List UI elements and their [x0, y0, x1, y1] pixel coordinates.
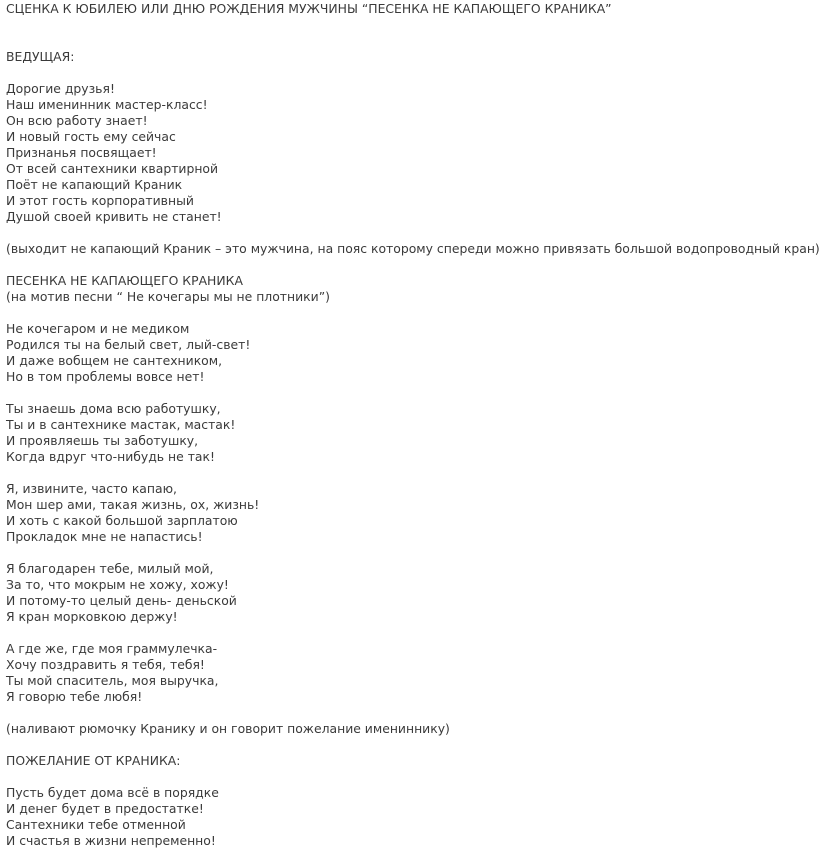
spacer	[6, 225, 822, 241]
poem-line: От всей сантехники квартирной	[6, 161, 219, 176]
poem-line: Ты и в сантехнике мастак, мастак!	[6, 417, 236, 432]
spacer	[6, 545, 822, 561]
spacer	[6, 65, 822, 81]
poem-line: Мон шер ами, такая жизнь, ох, жизнь!	[6, 497, 260, 512]
poem-line: И потому-то целый день- деньской	[6, 593, 237, 608]
poem-line: Он всю работу знает!	[6, 113, 148, 128]
poem-line: Наш именинник мастер-класс!	[6, 97, 208, 112]
poem-line: Но в том проблемы вовсе нет!	[6, 369, 205, 384]
intro-stanza	[6, 81, 822, 225]
poem-line: И проявляешь ты заботушку,	[6, 433, 199, 448]
poem-line: Я говорю тебе любя!	[6, 689, 143, 704]
verse	[6, 561, 822, 625]
spacer	[6, 705, 822, 721]
poem-line: Пусть будет дома всё в порядке	[6, 785, 219, 800]
poem-line: А где же, где моя граммулечка-	[6, 641, 218, 656]
verse	[6, 641, 822, 705]
poem-line: Хочу поздравить я тебя, тебя!	[6, 657, 205, 672]
verse	[6, 401, 822, 465]
poem-line: Родился ты на белый свет, лый-свет!	[6, 337, 251, 352]
stage-direction: (наливают рюмочку Кранику и он говорит пожелание имениннику)	[6, 721, 450, 736]
host-label: ВЕДУЩАЯ:	[6, 49, 75, 64]
spacer	[6, 737, 822, 753]
spacer	[6, 17, 822, 49]
spacer	[6, 769, 822, 785]
spacer	[6, 257, 822, 273]
verse	[6, 481, 822, 545]
poem-line: Прокладок мне не напастись!	[6, 529, 203, 544]
poem-line: И новый гость ему сейчас	[6, 129, 176, 144]
poem-line: Когда вдруг что-нибудь не так!	[6, 449, 215, 464]
poem-line: И счастья в жизни непременно!	[6, 833, 216, 848]
spacer	[6, 465, 822, 481]
poem-line: За то, что мокрым не хожу, хожу!	[6, 577, 229, 592]
poem-line: И хоть с какой большой зарплатою	[6, 513, 238, 528]
wish-title: ПОЖЕЛАНИЕ ОТ КРАНИКА:	[6, 753, 181, 768]
poem-line: Ты мой спаситель, моя выручка,	[6, 673, 219, 688]
poem-line: И денег будет в предостатке!	[6, 801, 204, 816]
document-body	[6, 0, 822, 849]
verse	[6, 321, 822, 385]
stage-direction: (выходит не капающий Краник – это мужчина, на пояс которому спереди можно привязать большой водопроводный кран)	[6, 241, 820, 256]
poem-line: Признанья посвящает!	[6, 145, 157, 160]
poem-line: Сантехники тебе отменной	[6, 817, 186, 832]
wish-stanza	[6, 785, 822, 849]
poem-line: Я кран морковкою держу!	[6, 609, 178, 624]
poem-line: Душой своей кривить не станет!	[6, 209, 222, 224]
poem-line: Не кочегаром и не медиком	[6, 321, 190, 336]
spacer	[6, 385, 822, 401]
poem-line: И этот гость корпоративный	[6, 193, 194, 208]
song-subtitle: (на мотив песни “ Не кочегары мы не плотники”)	[6, 289, 330, 304]
poem-line: Поёт не капающий Краник	[6, 177, 183, 192]
document-title: СЦЕНКА К ЮБИЛЕЮ ИЛИ ДНЮ РОЖДЕНИЯ МУЖЧИНЫ “ПЕСЕНКА НЕ КАПАЮЩЕГО КРАНИКА”	[6, 1, 612, 16]
poem-line: Я, извините, часто капаю,	[6, 481, 177, 496]
poem-line: И даже вобщем не сантехником,	[6, 353, 223, 368]
poem-line: Я благодарен тебе, милый мой,	[6, 561, 214, 576]
song-title: ПЕСЕНКА НЕ КАПАЮЩЕГО КРАНИКА	[6, 273, 243, 288]
poem-line: Дорогие друзья!	[6, 81, 115, 96]
spacer	[6, 305, 822, 321]
poem-line: Ты знаешь дома всю работушку,	[6, 401, 221, 416]
spacer	[6, 625, 822, 641]
